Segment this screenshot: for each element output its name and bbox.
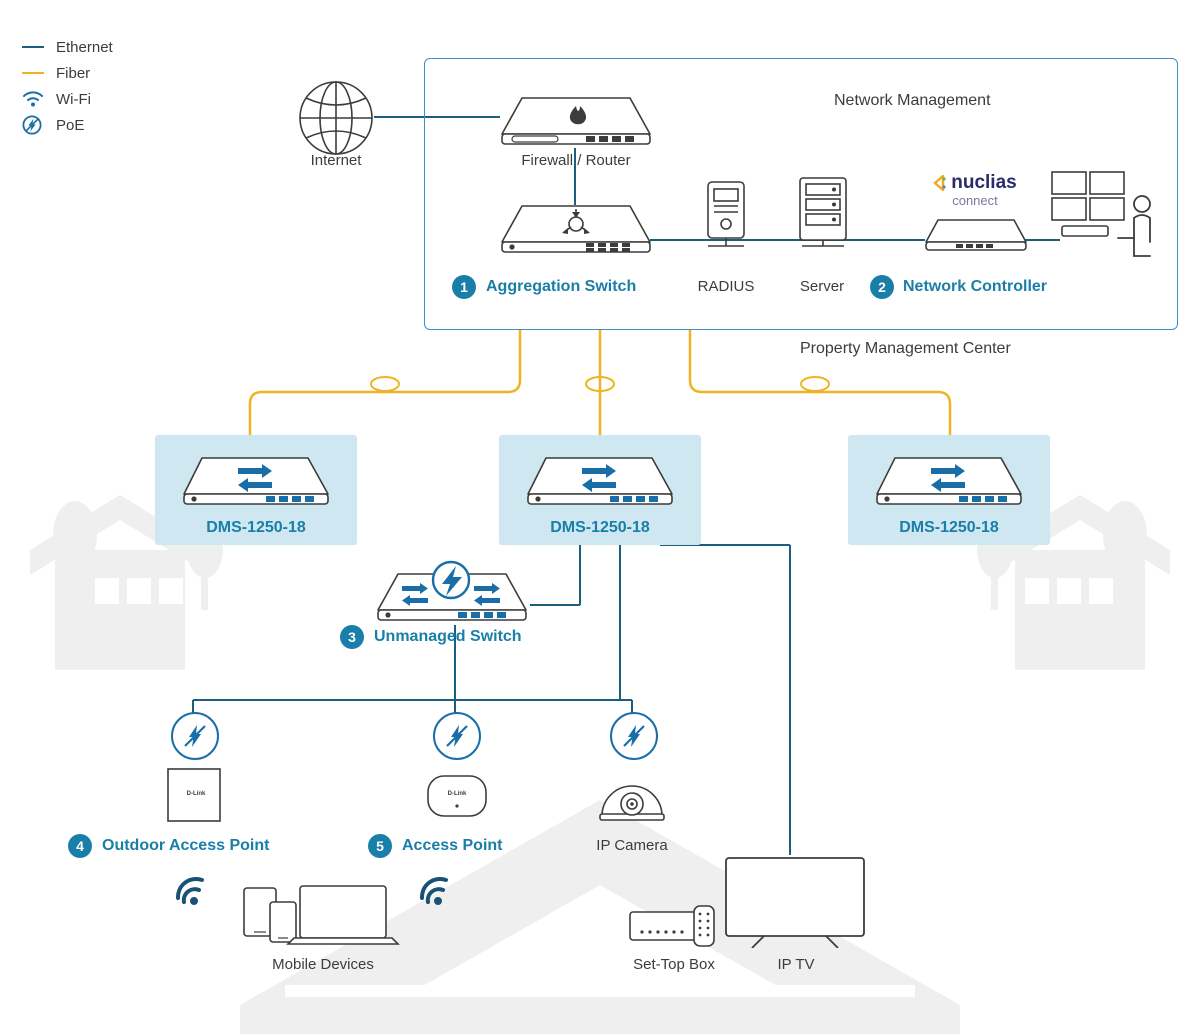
ip-tv-icon xyxy=(722,856,870,948)
dms-switch-left-label: DMS-1250-18 xyxy=(206,519,306,536)
legend-label: PoE xyxy=(56,116,85,134)
property-management-center-title: Property Management Center xyxy=(800,340,1011,357)
nuclias-connect-logo xyxy=(920,172,1030,208)
wifi-icon-mobile-uplink xyxy=(172,872,212,908)
radius-label: RADIUS xyxy=(697,278,755,295)
unmanaged-switch-icon xyxy=(374,560,534,626)
poe-icon-ip-camera xyxy=(610,712,658,760)
wifi-icon xyxy=(22,90,56,108)
callout-badge-2: 2 xyxy=(870,275,894,299)
network-management-title: Network Management xyxy=(834,92,991,109)
unmanaged-switch-label: Unmanaged Switch xyxy=(374,628,522,645)
legend-item-wifi xyxy=(22,86,222,112)
outdoor-access-point-label: Outdoor Access Point xyxy=(102,837,270,854)
legend-item-poe xyxy=(22,112,222,138)
callout-badge-5: 5 xyxy=(368,834,392,858)
legend-label: Wi-Fi xyxy=(56,90,91,108)
legend xyxy=(22,34,222,138)
firewall-router-icon xyxy=(498,92,654,148)
callout-badge-3: 3 xyxy=(340,625,364,649)
server-label: Server xyxy=(799,278,845,295)
poe-icon-access-point xyxy=(433,712,481,760)
internet-icon xyxy=(296,78,376,158)
mobile-devices-icon xyxy=(240,876,405,948)
nuclias-sub-wordmark: connect xyxy=(952,193,998,208)
admin-workstation-icon xyxy=(1046,168,1166,264)
fiber-line-icon xyxy=(22,72,56,74)
dms-switch-right-label: DMS-1250-18 xyxy=(899,519,999,536)
ip-tv-label: IP TV xyxy=(777,956,815,973)
firewall-router-label: Firewall / Router xyxy=(521,152,631,169)
access-point-brand-mark: D-Link xyxy=(447,791,467,797)
ip-camera-label: IP Camera xyxy=(596,837,668,854)
set-top-box-label: Set-Top Box xyxy=(633,956,715,973)
internet-label: Internet xyxy=(310,152,362,169)
outdoor-ap-brand-mark: D-Link xyxy=(186,791,206,797)
callout-badge-4: 4 xyxy=(68,834,92,858)
wifi-icon-access-point-uplink xyxy=(416,872,456,908)
radius-icon xyxy=(698,180,754,256)
legend-label: Fiber xyxy=(56,64,91,82)
aggregation-switch-icon xyxy=(498,200,654,256)
server-icon xyxy=(794,176,854,256)
access-point-label: Access Point xyxy=(402,837,503,854)
network-controller-label: Network Controller xyxy=(903,278,1048,295)
poe-icon xyxy=(22,115,56,135)
callout-badge-1: 1 xyxy=(452,275,476,299)
nuclias-wordmark: nuclias xyxy=(951,172,1017,193)
mobile-devices-label: Mobile Devices xyxy=(272,956,374,973)
dms-switch-center-icon xyxy=(524,452,676,508)
dms-switch-right-icon xyxy=(873,452,1025,508)
legend-label: Ethernet xyxy=(56,38,113,56)
aggregation-switch-label: Aggregation Switch xyxy=(486,278,637,295)
network-controller-icon xyxy=(922,216,1030,256)
ip-camera-icon xyxy=(598,768,666,822)
ethernet-line-icon xyxy=(22,46,56,48)
dms-switch-left-icon xyxy=(180,452,332,508)
legend-item-fiber xyxy=(22,60,222,86)
dms-switch-center-label: DMS-1250-18 xyxy=(550,519,650,536)
set-top-box-icon xyxy=(628,904,718,948)
legend-item-ethernet xyxy=(22,34,222,60)
poe-icon-outdoor-ap xyxy=(171,712,219,760)
nuclias-mark-icon xyxy=(933,175,947,191)
